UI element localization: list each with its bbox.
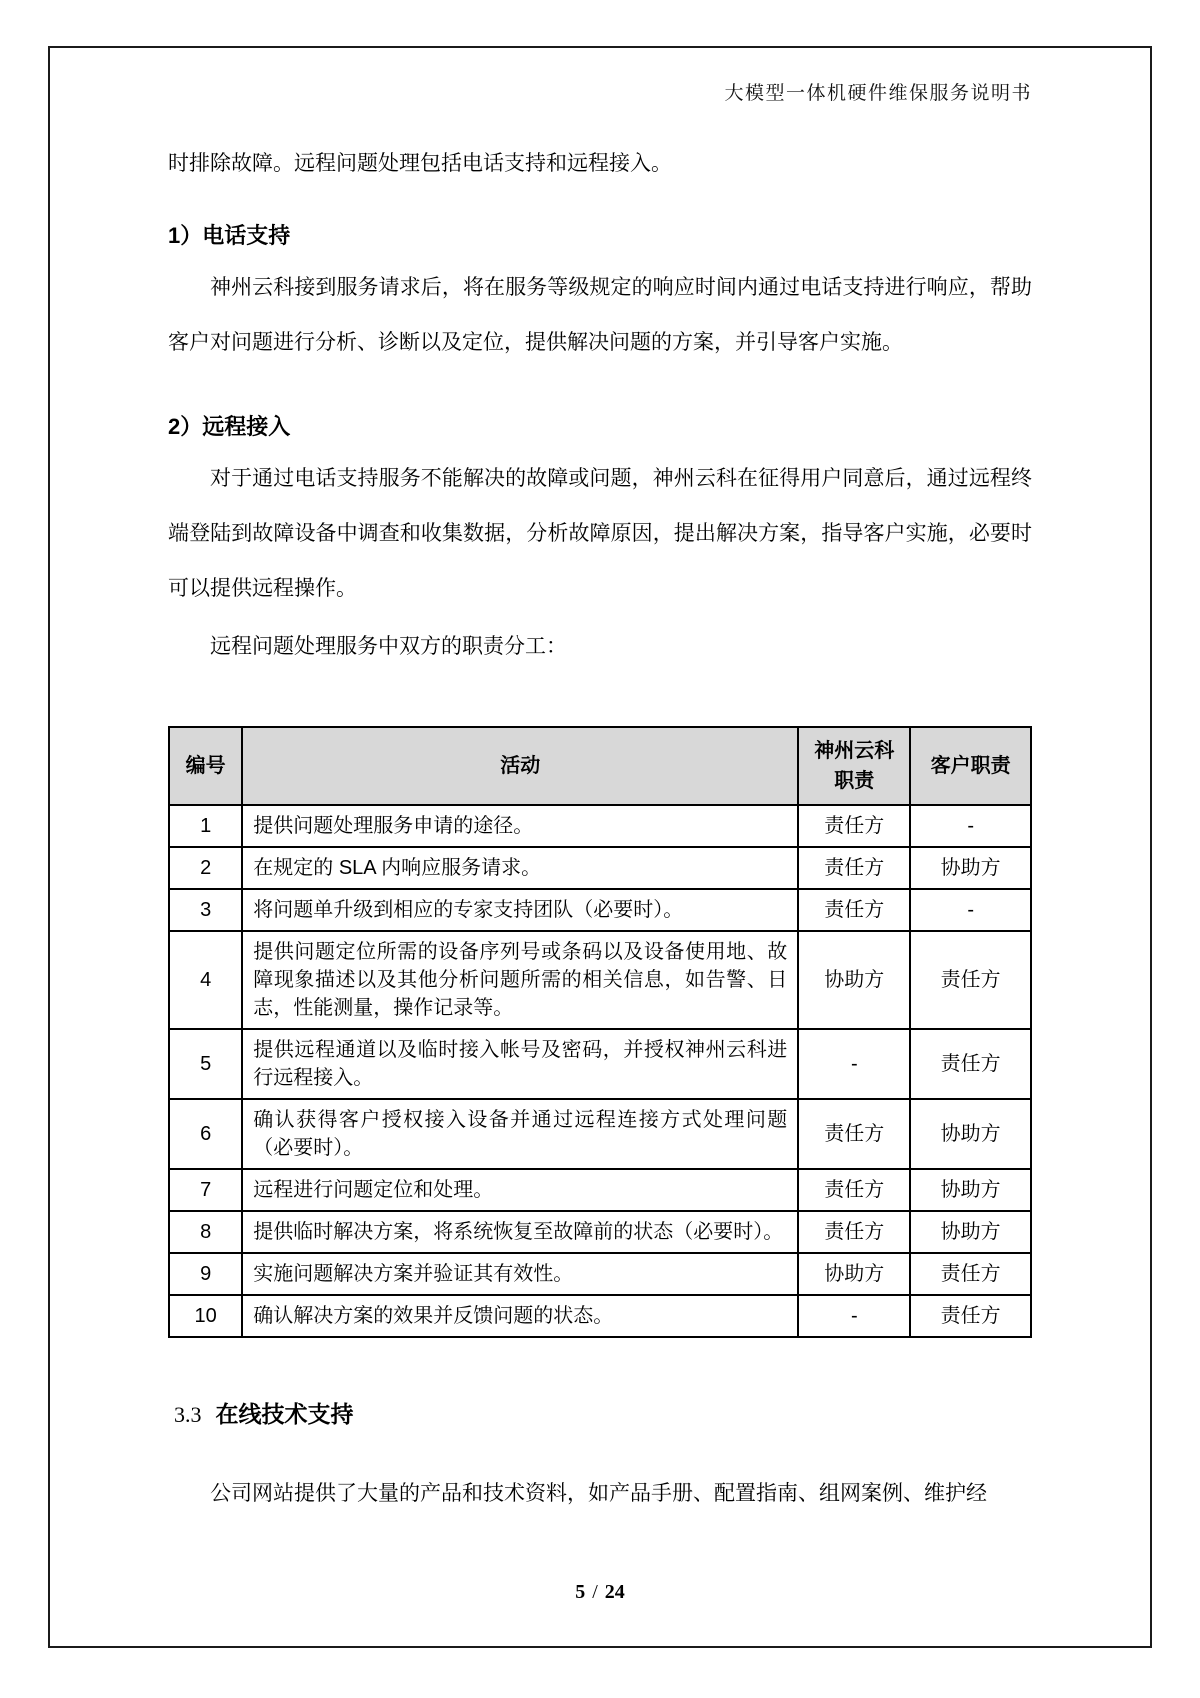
row-customer-resp-cell: 协助方 — [910, 1211, 1031, 1253]
row-activity-cell: 确认获得客户授权接入设备并通过远程连接方式处理问题（必要时）。 — [242, 1099, 798, 1169]
row-customer-resp-cell: 责任方 — [910, 1029, 1031, 1099]
row-vendor-resp-cell: - — [798, 1295, 910, 1337]
row-activity-cell: 提供问题定位所需的设备序列号或条码以及设备使用地、故障现象描述以及其他分析问题所需的相关信息，如告警、日志，性能测量，操作记录等。 — [242, 931, 798, 1029]
table-row — [169, 1253, 1031, 1295]
page-border — [48, 46, 1152, 1648]
heading-phone-support: 1）电话支持 — [168, 223, 291, 248]
row-vendor-resp-cell: - — [798, 1029, 910, 1099]
row-no-cell: 5 — [169, 1029, 242, 1099]
section-number: 3.3 — [174, 1402, 202, 1427]
row-activity-cell: 将问题单升级到相应的专家支持团队（必要时）。 — [242, 889, 798, 931]
page-separator: / — [592, 1581, 598, 1603]
row-no-cell: 10 — [169, 1295, 242, 1337]
responsibility-table — [168, 726, 1032, 1338]
col-header-activity: 活动 — [242, 727, 798, 805]
continuation-paragraph: 时排除故障。远程问题处理包括电话支持和远程接入。 — [168, 152, 672, 175]
phone-support-paragraph: 神州云科接到服务请求后，将在服务等级规定的响应时间内通过电话支持进行响应，帮助客户对问题进行分析、诊断以及定位，提供解决问题的方案，并引导客户实施。 — [168, 276, 1032, 354]
row-customer-resp-cell: 协助方 — [910, 847, 1031, 889]
row-customer-resp-cell: - — [910, 805, 1031, 847]
section-heading-online-support — [168, 1396, 1032, 1429]
row-activity-cell: 提供远程通道以及临时接入帐号及密码，并授权神州云科进行远程接入。 — [242, 1029, 798, 1099]
table-row — [169, 889, 1031, 931]
row-activity-cell: 提供问题处理服务申请的途径。 — [242, 805, 798, 847]
row-no-cell: 3 — [169, 889, 242, 931]
row-customer-resp-cell: 责任方 — [910, 1253, 1031, 1295]
table-row — [169, 931, 1031, 1029]
current-page-number: 5 — [575, 1581, 586, 1603]
row-customer-resp-cell: 协助方 — [910, 1169, 1031, 1211]
row-vendor-resp-cell: 协助方 — [798, 1253, 910, 1295]
table-row — [169, 1211, 1031, 1253]
row-no-cell: 7 — [169, 1169, 242, 1211]
heading-remote-access: 2）远程接入 — [168, 414, 291, 439]
table-row — [169, 1099, 1031, 1169]
total-page-count: 24 — [604, 1581, 625, 1603]
row-vendor-resp-cell: 责任方 — [798, 805, 910, 847]
table-header-row — [169, 727, 1031, 805]
section-title: 在线技术支持 — [215, 1401, 354, 1427]
row-activity-cell: 在规定的 SLA 内响应服务请求。 — [242, 847, 798, 889]
row-activity-cell: 实施问题解决方案并验证其有效性。 — [242, 1253, 798, 1295]
row-vendor-resp-cell: 责任方 — [798, 889, 910, 931]
remote-access-paragraph: 对于通过电话支持服务不能解决的故障或问题，神州云科在征得用户同意后，通过远程终端登陆到故障设备中调查和收集数据，分析故障原因，提出解决方案，指导客户实施，必要时可以提供远程操作。 — [168, 467, 1032, 600]
table-row — [169, 1295, 1031, 1337]
table-row — [169, 847, 1031, 889]
row-customer-resp-cell: 责任方 — [910, 931, 1031, 1029]
running-header-title: 大模型一体机硬件维保服务说明书 — [724, 83, 1032, 104]
row-no-cell: 1 — [169, 805, 242, 847]
row-no-cell: 6 — [169, 1099, 242, 1169]
row-activity-cell: 远程进行问题定位和处理。 — [242, 1169, 798, 1211]
row-activity-cell: 提供临时解决方案，将系统恢复至故障前的状态（必要时）。 — [242, 1211, 798, 1253]
row-vendor-resp-cell: 责任方 — [798, 847, 910, 889]
col-header-vendor-resp: 神州云科职责 — [798, 727, 910, 805]
table-intro-line: 远程问题处理服务中双方的职责分工： — [210, 635, 567, 658]
row-no-cell: 4 — [169, 931, 242, 1029]
row-vendor-resp-cell: 责任方 — [798, 1169, 910, 1211]
row-vendor-resp-cell: 责任方 — [798, 1099, 910, 1169]
row-vendor-resp-cell: 协助方 — [798, 931, 910, 1029]
table-row — [169, 1029, 1031, 1099]
online-support-paragraph: 公司网站提供了大量的产品和技术资料，如产品手册、配置指南、组网案例、维护经 — [210, 1482, 987, 1505]
page-content — [50, 78, 1150, 1511]
row-no-cell: 9 — [169, 1253, 242, 1295]
row-customer-resp-cell: - — [910, 889, 1031, 931]
row-activity-cell: 确认解决方案的效果并反馈问题的状态。 — [242, 1295, 798, 1337]
row-customer-resp-cell: 协助方 — [910, 1099, 1031, 1169]
row-vendor-resp-cell: 责任方 — [798, 1211, 910, 1253]
col-header-no: 编号 — [169, 727, 242, 805]
row-no-cell: 2 — [169, 847, 242, 889]
row-no-cell: 8 — [169, 1211, 242, 1253]
row-customer-resp-cell: 责任方 — [910, 1295, 1031, 1337]
col-header-customer-resp: 客户职责 — [910, 727, 1031, 805]
table-row — [169, 805, 1031, 847]
table-row — [169, 1169, 1031, 1211]
page-footer — [50, 1581, 1150, 1604]
